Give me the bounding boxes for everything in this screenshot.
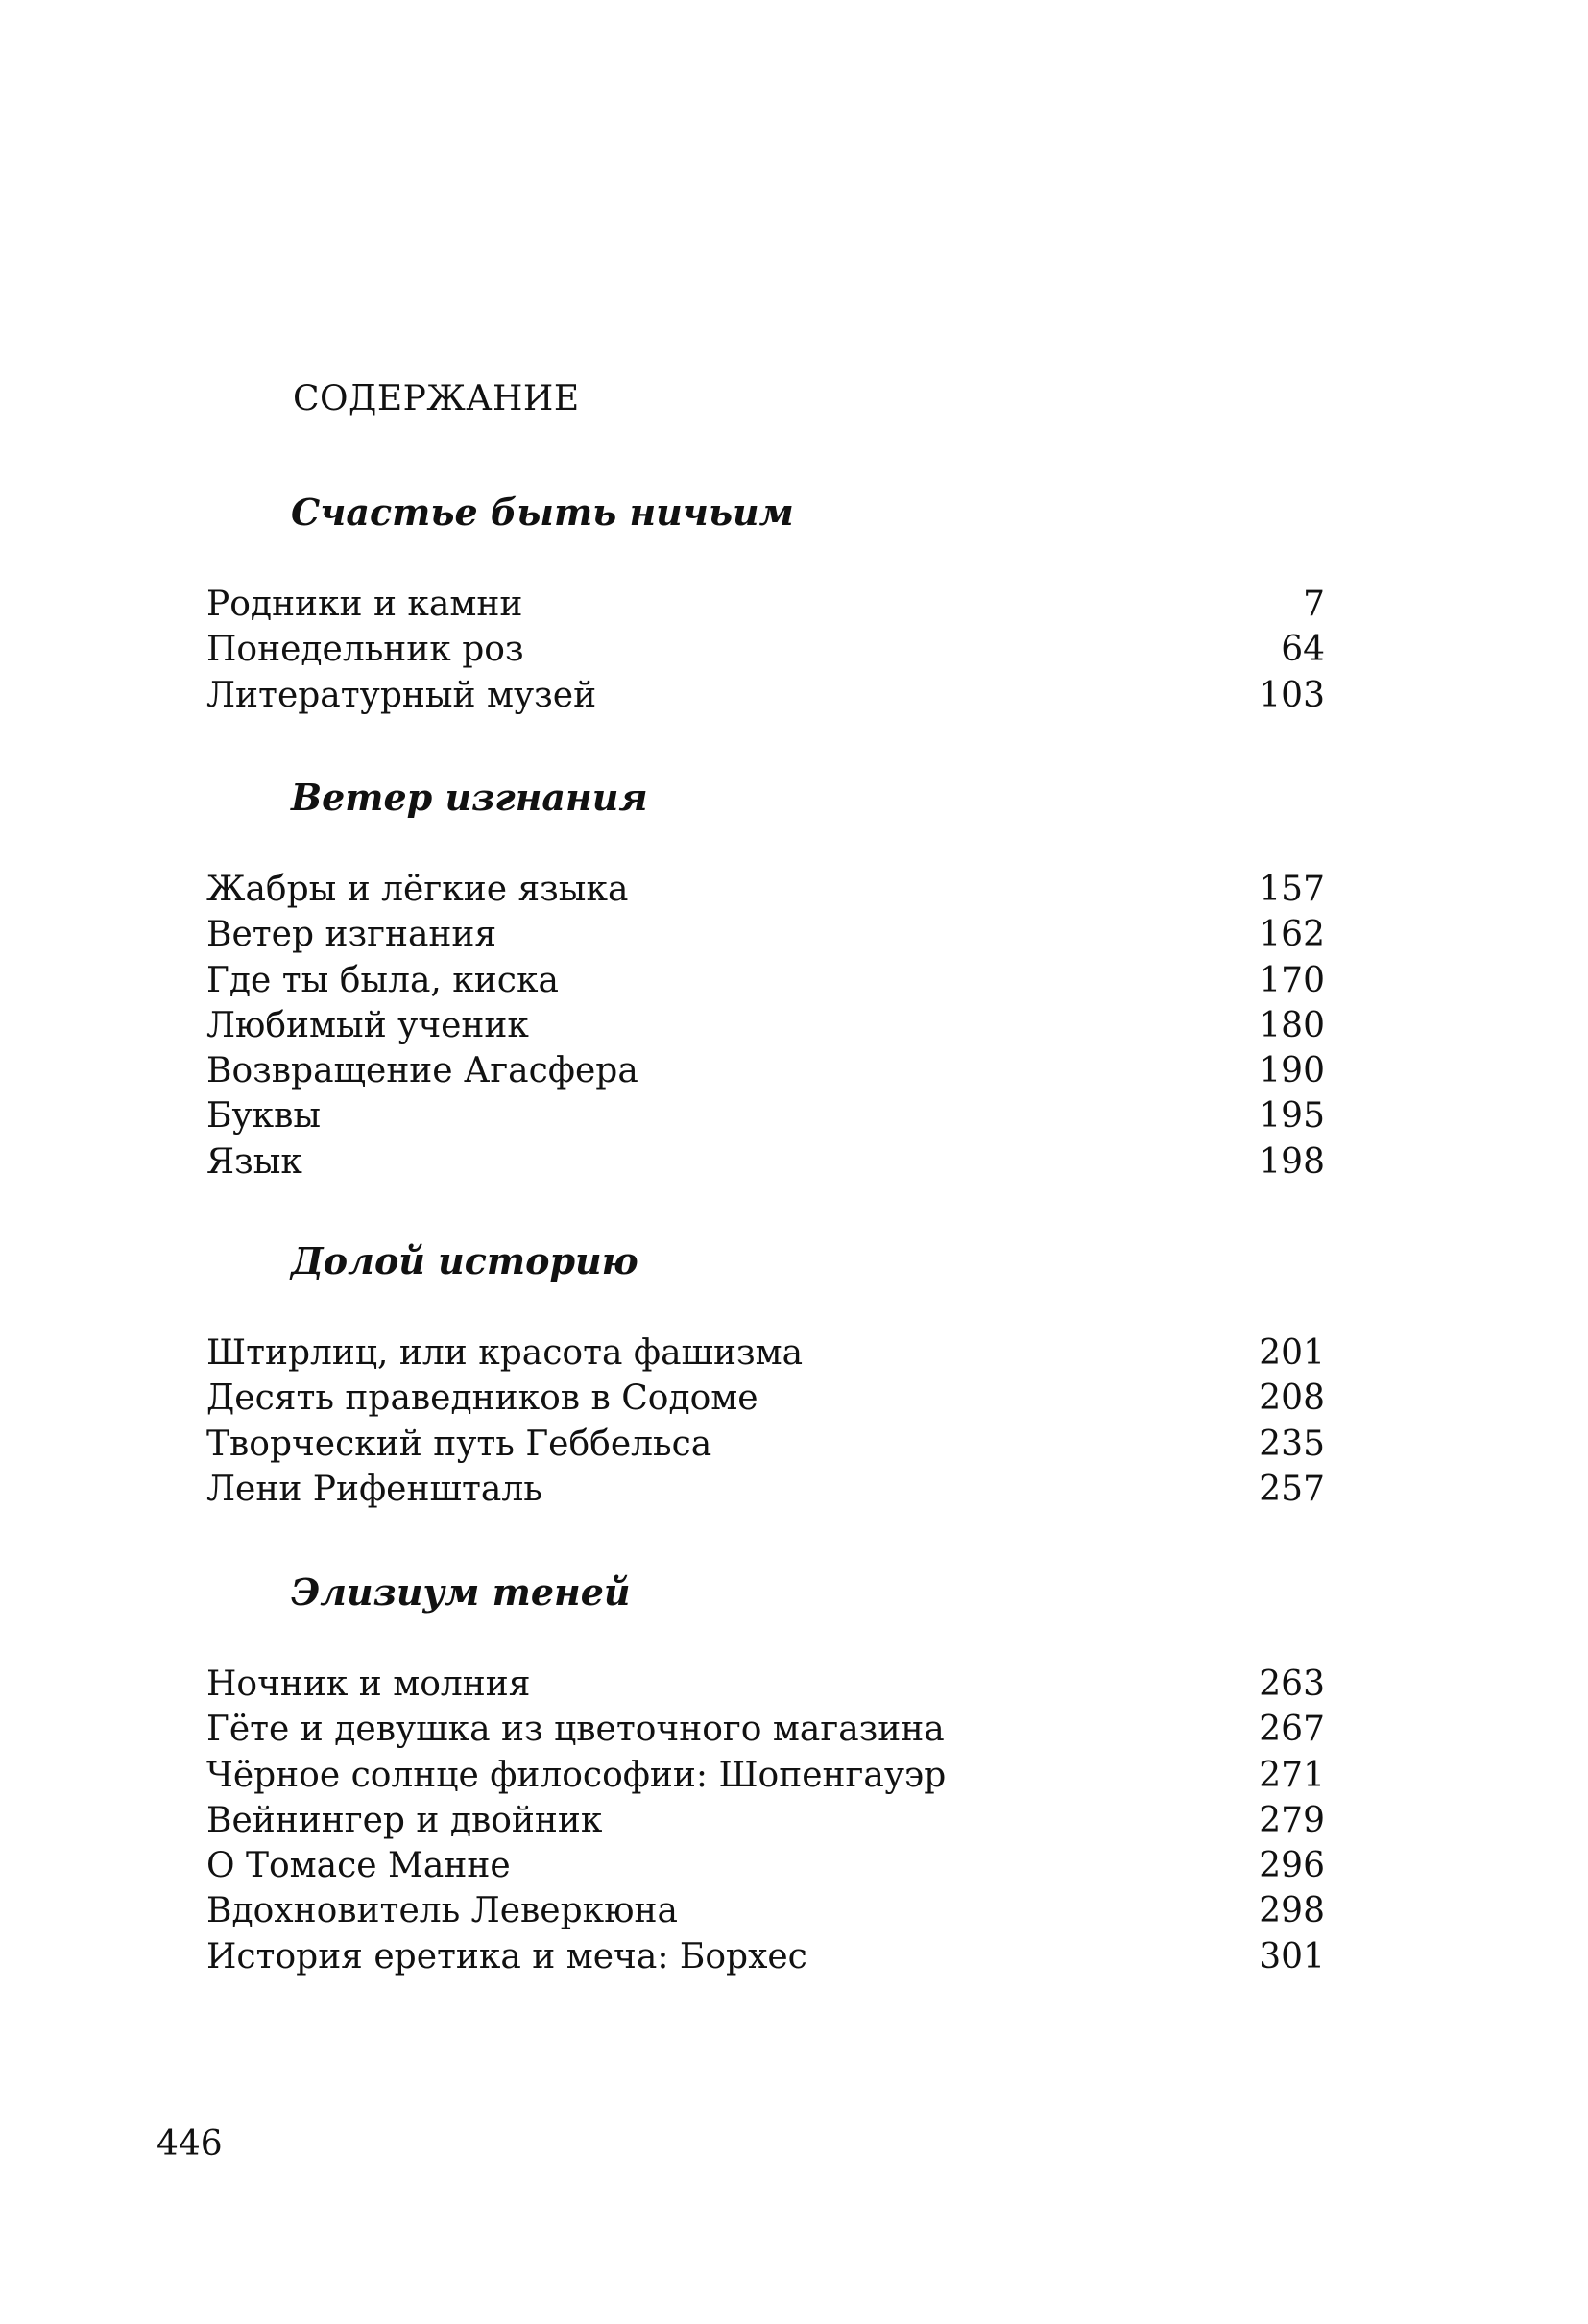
entry-page-number: 170: [1259, 960, 1325, 1000]
entry-title: Штирлиц, или красота фашизма: [206, 1333, 804, 1373]
entry-page-number: 271: [1259, 1755, 1325, 1795]
entry-title: Творческий путь Геббельса: [206, 1424, 712, 1464]
toc-entry[interactable]: [206, 1330, 1325, 1376]
entry-title: Родники и камни: [206, 585, 523, 624]
entry-title: Ветер изгнания: [206, 915, 497, 955]
toc-entry[interactable]: [206, 1422, 1325, 1467]
section-entries: [206, 1662, 1325, 1979]
entry-title: Ночник и молния: [206, 1665, 531, 1704]
toc-entry[interactable]: [206, 1467, 1325, 1512]
entry-page-number: 195: [1259, 1096, 1325, 1137]
entry-page-number: 267: [1259, 1710, 1325, 1750]
entry-page-number: 198: [1259, 1141, 1325, 1182]
page-number: 446: [156, 2124, 223, 2164]
entry-title: Вдохновитель Леверкюна: [206, 1891, 678, 1931]
section-entries: [206, 1330, 1325, 1512]
entry-title: Где ты была, киска: [206, 960, 559, 1000]
section-title: Счастье быть ничьим: [291, 491, 794, 534]
section-title: Ветер изгнания: [291, 776, 648, 819]
section-title: Долой историю: [291, 1239, 638, 1282]
toc-entry[interactable]: [206, 627, 1325, 672]
entry-page-number: 279: [1259, 1800, 1325, 1840]
entry-page-number: 64: [1281, 630, 1325, 670]
entry-title: Жабры и лёгкие языка: [206, 870, 629, 909]
entry-page-number: 208: [1259, 1378, 1325, 1419]
entry-page-number: 301: [1259, 1936, 1325, 1977]
section-title: Элизиум теней: [291, 1570, 631, 1614]
entry-title: Десять праведников в Содоме: [206, 1378, 758, 1419]
toc-entry[interactable]: [206, 1843, 1325, 1888]
section-entries: [206, 582, 1325, 718]
entry-page-number: 190: [1259, 1051, 1325, 1091]
toc-entry[interactable]: [206, 582, 1325, 627]
entry-title: Литературный музей: [206, 675, 597, 715]
toc-entry[interactable]: [206, 958, 1325, 1003]
toc-entry[interactable]: [206, 1798, 1325, 1843]
toc-section-3: [206, 1238, 1325, 1512]
toc-entry[interactable]: [206, 1934, 1325, 1979]
toc-entry[interactable]: [206, 1376, 1325, 1421]
contents-heading: СОДЕРЖАНИЕ: [293, 379, 580, 419]
toc-entry[interactable]: [206, 1707, 1325, 1752]
entry-title: Лени Рифеншталь: [206, 1469, 542, 1509]
toc-entry[interactable]: [206, 912, 1325, 957]
entry-page-number: 296: [1259, 1846, 1325, 1886]
toc-section-1: [206, 490, 1325, 718]
entry-title: Чёрное солнце философии: Шопенгауэр: [206, 1755, 947, 1795]
entry-title: О Томасе Манне: [206, 1846, 511, 1886]
entry-page-number: 7: [1303, 585, 1325, 624]
toc-section-4: [206, 1569, 1325, 1979]
entry-page-number: 235: [1259, 1424, 1325, 1464]
entry-title: Вейнингер и двойник: [206, 1800, 603, 1840]
toc-entry[interactable]: [206, 1003, 1325, 1048]
entry-page-number: 103: [1259, 675, 1325, 715]
entry-page-number: 263: [1259, 1665, 1325, 1704]
entry-title: Язык: [206, 1141, 302, 1182]
entry-title: Возвращение Агасфера: [206, 1051, 638, 1091]
toc-entry[interactable]: [206, 1753, 1325, 1798]
entry-page-number: 257: [1259, 1469, 1325, 1509]
toc-entry[interactable]: [206, 1888, 1325, 1933]
toc-entry[interactable]: [206, 1093, 1325, 1138]
entry-page-number: 157: [1259, 870, 1325, 909]
section-entries: [206, 867, 1325, 1185]
entry-page-number: 201: [1259, 1333, 1325, 1373]
entry-title: Понедельник роз: [206, 630, 524, 670]
entry-title: Любимый ученик: [206, 1005, 529, 1045]
toc-entry[interactable]: [206, 867, 1325, 912]
entry-page-number: 180: [1259, 1005, 1325, 1045]
entry-title: Гёте и девушка из цветочного магазина: [206, 1710, 945, 1750]
toc-entry[interactable]: [206, 673, 1325, 718]
entry-page-number: 298: [1259, 1891, 1325, 1931]
entry-title: Буквы: [206, 1096, 322, 1137]
entry-title: История еретика и меча: Борхес: [206, 1936, 807, 1977]
toc-entry[interactable]: [206, 1048, 1325, 1093]
toc-entry[interactable]: [206, 1662, 1325, 1707]
entry-page-number: 162: [1259, 915, 1325, 955]
toc-entry[interactable]: [206, 1139, 1325, 1185]
toc-section-2: [206, 775, 1325, 1185]
